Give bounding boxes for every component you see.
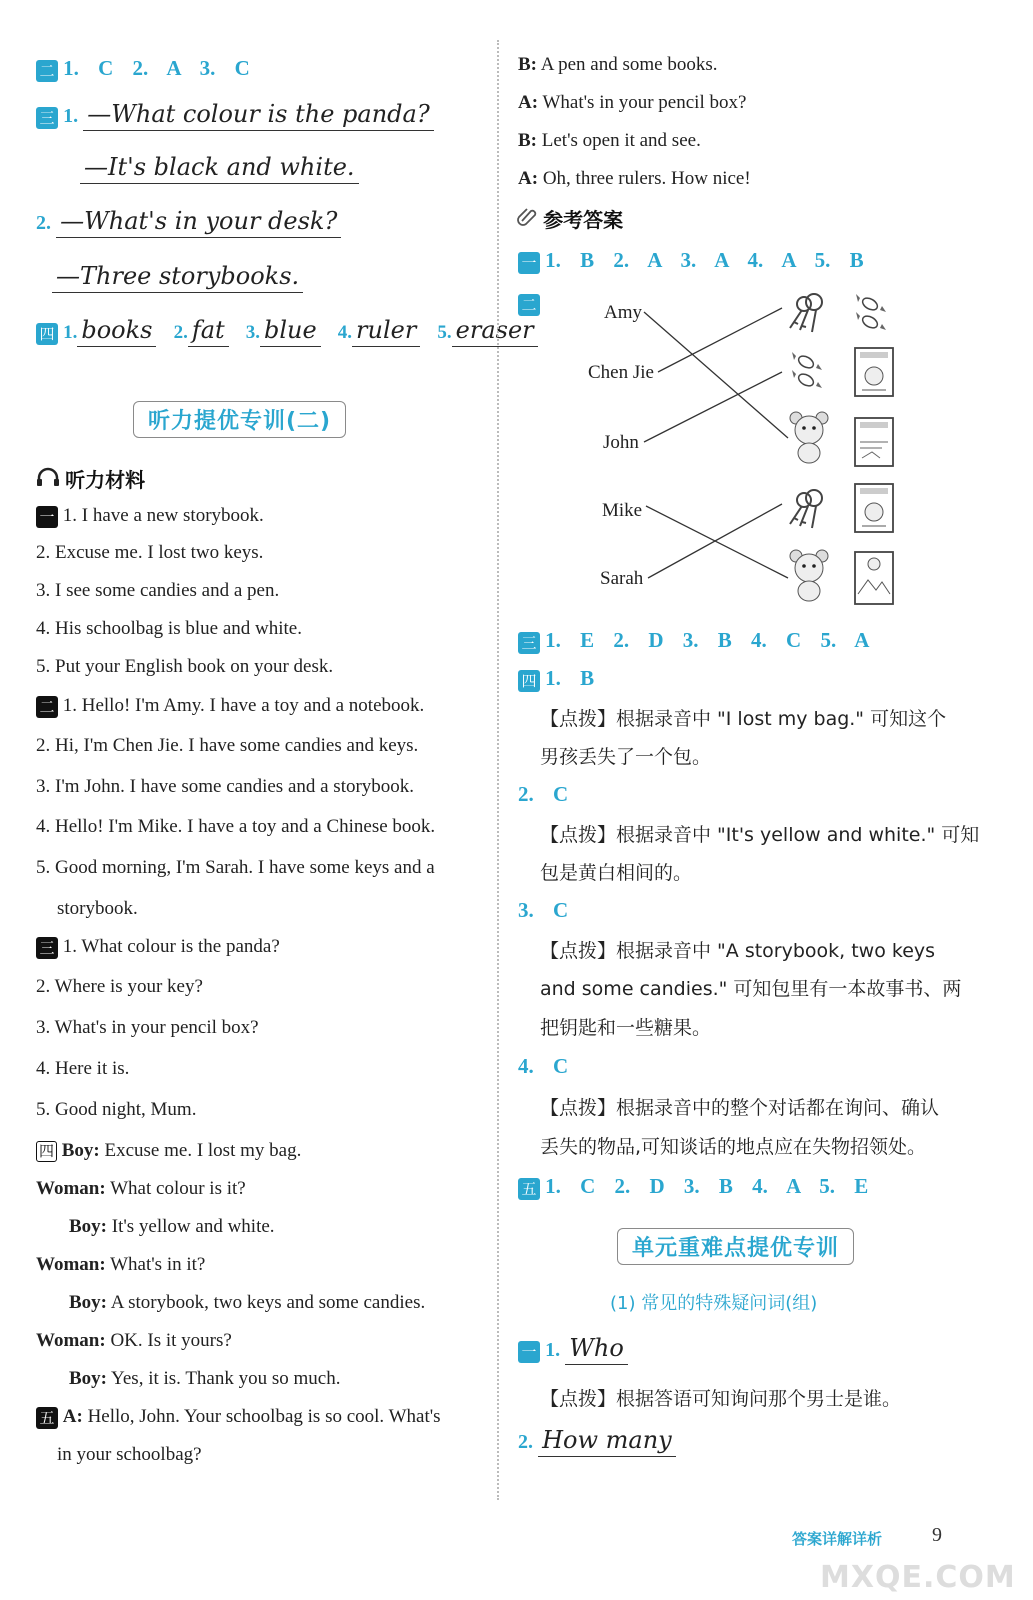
- section-3-a1: [80, 153, 359, 181]
- tip-text: 【点拨】根据录音中 "I lost my bag." 可知这个: [540, 708, 947, 730]
- dialog-line: [518, 130, 701, 152]
- dialog-line: [69, 1292, 425, 1314]
- answer-row-4: [518, 666, 594, 692]
- section-badge: 一: [518, 1341, 540, 1363]
- material-line: 4. Here it is.: [36, 1058, 130, 1079]
- section-badge: 二: [36, 696, 58, 718]
- unit-title: 单元重难点提优专训: [617, 1228, 854, 1265]
- handwritten-answer: How many: [538, 1426, 676, 1457]
- material-line: 3. I'm John. I have some candies and a storybook.: [36, 776, 415, 797]
- column-divider: [497, 40, 499, 1500]
- line-text: Oh, three rulers. How nice!: [542, 168, 751, 189]
- item-number: 2.: [518, 1431, 533, 1453]
- watermark: MXQE.COM: [820, 1560, 1016, 1595]
- section-badge: 三: [518, 632, 540, 654]
- line-text: Hello, John. Your schoolbag is so cool. What's: [87, 1406, 441, 1427]
- line-text: A storybook, two keys and some candies.: [110, 1292, 426, 1313]
- chinese-book-icon: [852, 550, 898, 596]
- speaker: Boy:: [69, 1216, 107, 1237]
- dialog-line: [518, 54, 718, 76]
- answer-row-5: [518, 1174, 868, 1200]
- line-text: Excuse me. I lost my bag.: [104, 1140, 302, 1161]
- item-number: 2.: [36, 212, 51, 234]
- line-text: 1. Hello! I'm Amy. I have a toy and a notebook.: [62, 695, 425, 716]
- name-mike: Mike: [602, 500, 643, 521]
- word-answer: eraser: [452, 316, 538, 347]
- name-john: John: [603, 432, 639, 453]
- material-line: 4. Hello! I'm Mike. I have a toy and a Chinese book.: [36, 816, 436, 837]
- tip-text: 【点拨】根据录音中 "It's yellow and white." 可知: [540, 824, 980, 846]
- materials-heading: [36, 464, 145, 493]
- match-line: [644, 372, 782, 442]
- item-number: 5.: [437, 322, 452, 343]
- page-number: 9: [932, 1524, 942, 1546]
- tip-text: 包是黄白相间的。: [540, 862, 693, 884]
- material-2-line: [36, 695, 424, 718]
- reference-answers-heading: [516, 204, 623, 233]
- line-text: 1. I have a new storybook.: [62, 505, 264, 526]
- material-line: 2. Hi, I'm Chen Jie. I have some candies and keys.: [36, 735, 419, 756]
- handwritten-answer: —Three storybooks.: [52, 262, 303, 293]
- dialog-line: [518, 92, 746, 114]
- material-line: 4. His schoolbag is blue and white.: [36, 618, 302, 639]
- candies-icon: [848, 290, 894, 336]
- speaker: Boy:: [61, 1140, 100, 1161]
- dialog-line: [69, 1368, 340, 1390]
- section-badge: 三: [36, 937, 58, 959]
- speaker: Woman:: [36, 1330, 106, 1351]
- section-badge: 四: [36, 1141, 57, 1162]
- word-answer: fat: [188, 316, 229, 347]
- material-4-line: [36, 1140, 301, 1162]
- speaker: Boy:: [69, 1368, 107, 1389]
- section-badge: 一: [518, 252, 540, 274]
- section-3-a2: [52, 262, 303, 290]
- answer-item: 4. C: [518, 1054, 569, 1078]
- speaker: A:: [62, 1406, 83, 1427]
- dialog-line: [69, 1216, 275, 1238]
- toy-bear-icon: [786, 410, 832, 456]
- name-sarah: Sarah: [600, 568, 644, 589]
- answer-row-3: [518, 628, 869, 654]
- headphone-icon: [36, 472, 65, 491]
- tip-text: and some candies." 可知包里有一本故事书、两: [540, 978, 962, 1000]
- candies-icon: [784, 348, 830, 394]
- material-line: 5. Good night, Mum.: [36, 1099, 197, 1120]
- handwritten-answer: —What's in your desk?: [56, 207, 341, 238]
- dialog-line: [518, 168, 751, 190]
- material-line: 2. Excuse me. I lost two keys.: [36, 542, 264, 563]
- section-badge: 四: [36, 323, 58, 345]
- section-4-words: [36, 316, 538, 345]
- tip-text: 把钥匙和一些糖果。: [540, 1017, 712, 1039]
- section-badge: 二: [518, 294, 540, 316]
- section-title: 听力提优专训(二): [133, 401, 346, 438]
- match-line: [648, 504, 782, 578]
- line-text: What colour is it?: [110, 1178, 246, 1199]
- keys-icon: [784, 486, 830, 532]
- material-line: in your schoolbag?: [57, 1444, 202, 1465]
- item-number: 4.: [337, 322, 353, 343]
- section-3-q1: [36, 100, 434, 129]
- speaker: Woman:: [36, 1178, 106, 1199]
- speaker: Woman:: [36, 1254, 106, 1275]
- question-2: [518, 1426, 676, 1454]
- answers: 1. C 2. A 3. C: [63, 56, 250, 80]
- handwritten-answer: Who: [565, 1334, 628, 1365]
- answers: 1. E 2. D 3. B 4. C 5. A: [545, 628, 870, 652]
- line-text: A pen and some books.: [540, 54, 718, 75]
- word-answer: ruler: [352, 316, 420, 347]
- answer-row-1: [518, 248, 864, 274]
- handwritten-answer: —It's black and white.: [80, 153, 359, 184]
- section-3-q2: [36, 207, 341, 235]
- material-1-line: [36, 505, 264, 528]
- heading-text: 听力材料: [65, 468, 146, 492]
- dialog-line: [36, 1330, 232, 1352]
- item-number: 3.: [245, 322, 260, 343]
- line-text: What's in it?: [110, 1254, 206, 1275]
- paperclip-icon: [516, 212, 543, 231]
- item-number: 1.: [63, 105, 79, 127]
- material-line: 3. I see some candies and a pen.: [36, 580, 280, 601]
- dialog-line: [36, 1178, 246, 1200]
- item-number: 1.: [545, 1339, 561, 1361]
- match-line: [644, 312, 788, 438]
- speaker: B:: [518, 130, 537, 151]
- speaker: A:: [518, 168, 539, 189]
- item-number: 1.: [63, 322, 78, 343]
- section-badge: 二: [36, 60, 58, 82]
- tip-text: 【点拨】根据答语可知询问那个男士是谁。: [540, 1388, 902, 1410]
- storybook-icon: [852, 346, 898, 392]
- name-chen-jie: Chen Jie: [588, 362, 654, 383]
- material-line: 5. Put your English book on your desk.: [36, 656, 334, 677]
- answer-item: 2. C: [518, 782, 569, 806]
- name-amy: Amy: [604, 302, 642, 323]
- handwritten-answer: —What colour is the panda?: [83, 100, 434, 131]
- section-badge: 三: [36, 107, 58, 129]
- answer-item: 3. C: [518, 898, 569, 922]
- sub-title: (1) 常见的特殊疑问词(组): [610, 1293, 818, 1314]
- answers: 1. B 2. A 3. A 4. A 5. B: [545, 248, 864, 272]
- tip-text: 丢失的物品,可知谈话的地点应在失物招领处。: [540, 1136, 927, 1158]
- question-1: [518, 1334, 628, 1363]
- tip-text: 【点拨】根据录音中的整个对话都在询问、确认: [540, 1097, 940, 1119]
- footer-label: 答案详解详析: [792, 1530, 883, 1548]
- keys-icon: [784, 290, 830, 336]
- line-text: Let's open it and see.: [541, 130, 701, 151]
- dialog-line: [36, 1254, 205, 1276]
- speaker: Boy:: [69, 1292, 107, 1313]
- material-3-line: [36, 936, 280, 959]
- storybook-icon: [852, 482, 898, 528]
- line-text: It's yellow and white.: [111, 1216, 275, 1237]
- answer-row-2: [36, 56, 250, 82]
- line-text: Yes, it is. Thank you so much.: [111, 1368, 341, 1389]
- material-line: 3. What's in your pencil box?: [36, 1017, 259, 1038]
- heading-text: 参考答案: [543, 208, 624, 232]
- line-text: 1. What colour is the panda?: [62, 936, 280, 957]
- material-line: 2. Where is your key?: [36, 976, 203, 997]
- speaker: A:: [518, 92, 539, 113]
- section-badge: 一: [36, 506, 58, 528]
- section-badge: 四: [518, 670, 540, 692]
- material-line: 5. Good morning, I'm Sarah. I have some keys and a: [36, 857, 435, 878]
- section-badge: 五: [36, 1407, 58, 1429]
- answers: 1. B: [545, 666, 595, 690]
- tip-text: 男孩丢失了一个包。: [540, 746, 712, 768]
- notebook-icon: [852, 416, 898, 462]
- word-answer: books: [77, 316, 156, 347]
- material-5-line: [36, 1406, 441, 1429]
- line-text: OK. Is it yours?: [110, 1330, 232, 1351]
- speaker: B:: [518, 54, 537, 75]
- matching-lines: [640, 300, 800, 600]
- word-answer: blue: [260, 316, 321, 347]
- section-badge: 五: [518, 1178, 540, 1200]
- line-text: What's in your pencil box?: [542, 92, 747, 113]
- matching-section: [518, 294, 540, 316]
- tip-text: 【点拨】根据录音中 "A storybook, two keys: [540, 940, 936, 962]
- material-line: storybook.: [57, 898, 138, 919]
- answers: 1. C 2. D 3. B 4. A 5. E: [545, 1174, 869, 1198]
- item-number: 2.: [173, 322, 188, 343]
- toy-bear-icon: [786, 548, 832, 594]
